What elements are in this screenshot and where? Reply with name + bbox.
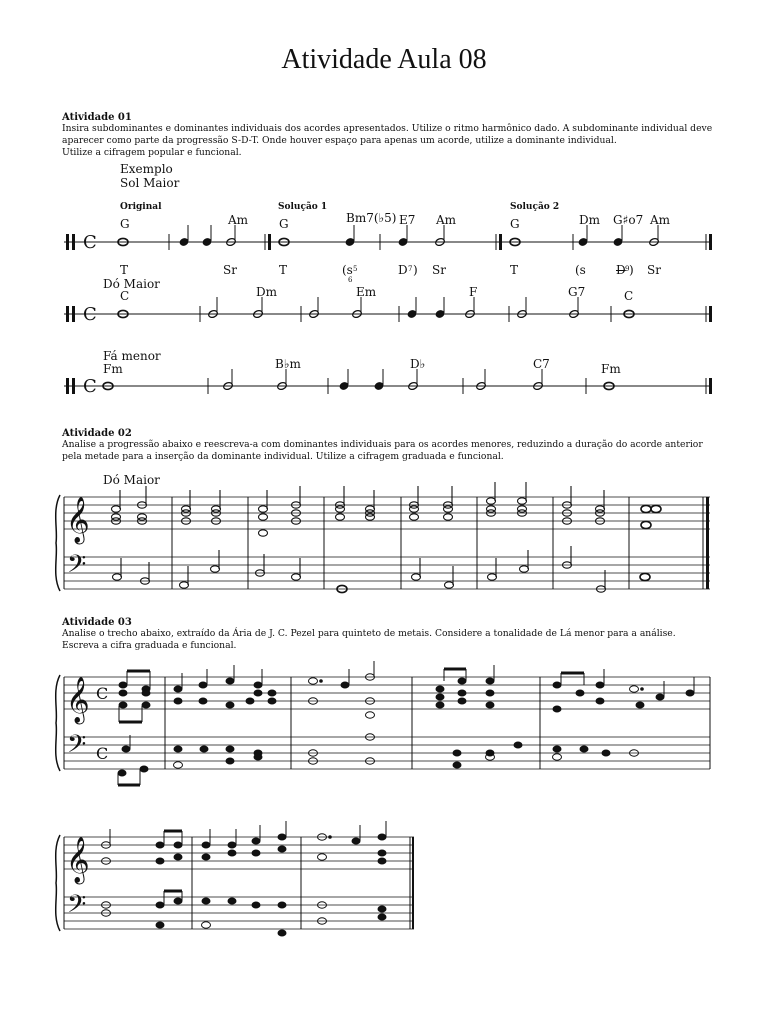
function-label: T: [120, 263, 129, 277]
heading-atividade-03: Atividade 03: [62, 617, 132, 628]
instruction-line: Escreva a cifra graduada e funcional.: [62, 640, 237, 651]
function-subscript: 6: [348, 276, 353, 284]
function-superscript: 7: [408, 265, 413, 273]
function-label: Sr: [223, 263, 237, 277]
common-time-sign: C: [83, 232, 97, 253]
grand-staff-atividade-03-system-2: [56, 821, 414, 936]
svg-text:C: C: [96, 684, 109, 703]
label-solucao-2: Solução 2: [510, 202, 560, 212]
label-solucao-1: Solução 1: [278, 202, 328, 212]
label-do-maior: Dó Maior: [103, 277, 160, 291]
svg-text:𝄞: 𝄞: [66, 677, 90, 723]
chord-symbol: B♭m: [275, 357, 301, 371]
chord-symbol: Dm: [256, 285, 277, 299]
chord-symbol: Am: [650, 213, 671, 227]
chord-symbol: Am: [228, 213, 249, 227]
grand-staff-atividade-03-system-1: [56, 661, 710, 785]
function-label: Sr: [647, 263, 661, 277]
instruction-line: Insira subdominantes e dominantes individuais dos acordes apresentados. Utilize o ritmo harmônico dado. A subdominante individual deve: [62, 123, 713, 134]
grand-staff-atividade-02: [56, 482, 710, 593]
instruction-line: Analise a progressão abaixo e reescreva-a com dominantes individuais para os acordes menores, reduzindo a duração do acorde anterior: [62, 439, 703, 450]
percussion-clef: [66, 234, 69, 250]
chord-symbol: Fm: [601, 362, 621, 376]
heading-atividade-01: Atividade 01: [62, 112, 132, 123]
chord-symbol: C7: [533, 357, 550, 371]
function-label: ): [413, 263, 418, 277]
function-label: T: [279, 263, 288, 277]
chord-symbol: D♭: [410, 357, 426, 371]
page-title: Atividade Aula 08: [281, 44, 487, 75]
chord-symbol: Dm: [579, 213, 600, 227]
function-label: (s: [575, 263, 586, 277]
svg-text:C: C: [96, 744, 109, 763]
svg-text:𝄢: 𝄢: [67, 730, 87, 765]
chord-symbol: Am: [436, 213, 457, 227]
instruction-line: pela metade para a inserção da dominante individual. Utilize a cifragem graduada e funcional.: [62, 451, 504, 462]
staff-row-1: [64, 225, 712, 253]
heading-atividade-02: Atividade 02: [62, 428, 132, 439]
svg-text:C: C: [83, 304, 97, 325]
svg-text:C: C: [83, 376, 97, 397]
chord-symbol: Em: [356, 285, 377, 299]
svg-text:𝄢: 𝄢: [67, 890, 87, 925]
instruction-line: Utilize a cifragem popular e funcional.: [62, 147, 242, 158]
staff-row-2: [64, 297, 712, 325]
function-superscript: 5: [353, 265, 358, 273]
label-sol-maior: Sol Maior: [120, 176, 180, 190]
bass-clef: 𝄢: [67, 550, 87, 585]
chord-symbol: C: [624, 289, 634, 303]
brace: [56, 495, 60, 591]
chord-symbol: G: [510, 217, 520, 231]
chord-symbol: G7: [568, 285, 586, 299]
instruction-line: Analise o trecho abaixo, extraído da Ária de J. C. Pezel para quinteto de metais. Considere a tonalidade de Lá menor para a análise.: [62, 628, 676, 639]
label-exemplo: Exemplo: [120, 162, 173, 176]
function-label: ): [629, 263, 634, 277]
chord-symbol: F: [469, 285, 478, 299]
function-label: D: [616, 263, 626, 277]
function-label: T: [510, 263, 519, 277]
chord-symbol: G: [120, 217, 130, 231]
chord-symbol: G: [279, 217, 289, 231]
function-superscript: 9: [625, 265, 630, 273]
svg-text:𝄞: 𝄞: [66, 837, 90, 883]
label-original: Original: [120, 202, 162, 212]
function-label: (s: [342, 263, 353, 277]
function-label: Sr: [432, 263, 446, 277]
label-fa-menor: Fá menor: [103, 349, 161, 363]
chord-symbol: Fm: [103, 362, 123, 376]
label-key-do-maior: Dó Maior: [103, 473, 160, 487]
instruction-line: aparecer como parte da progressão S-D-T. Onde houver espaço para apenas um acorde, utilize a dominante individual.: [62, 135, 617, 146]
treble-clef: 𝄞: [66, 497, 90, 543]
chord-symbol: Bm7(♭5): [346, 211, 397, 225]
chord-symbol: G♯o7: [613, 213, 644, 227]
chord-symbol: E7: [399, 213, 416, 227]
chord-symbol: C: [120, 289, 130, 303]
function-label: D: [398, 263, 408, 277]
